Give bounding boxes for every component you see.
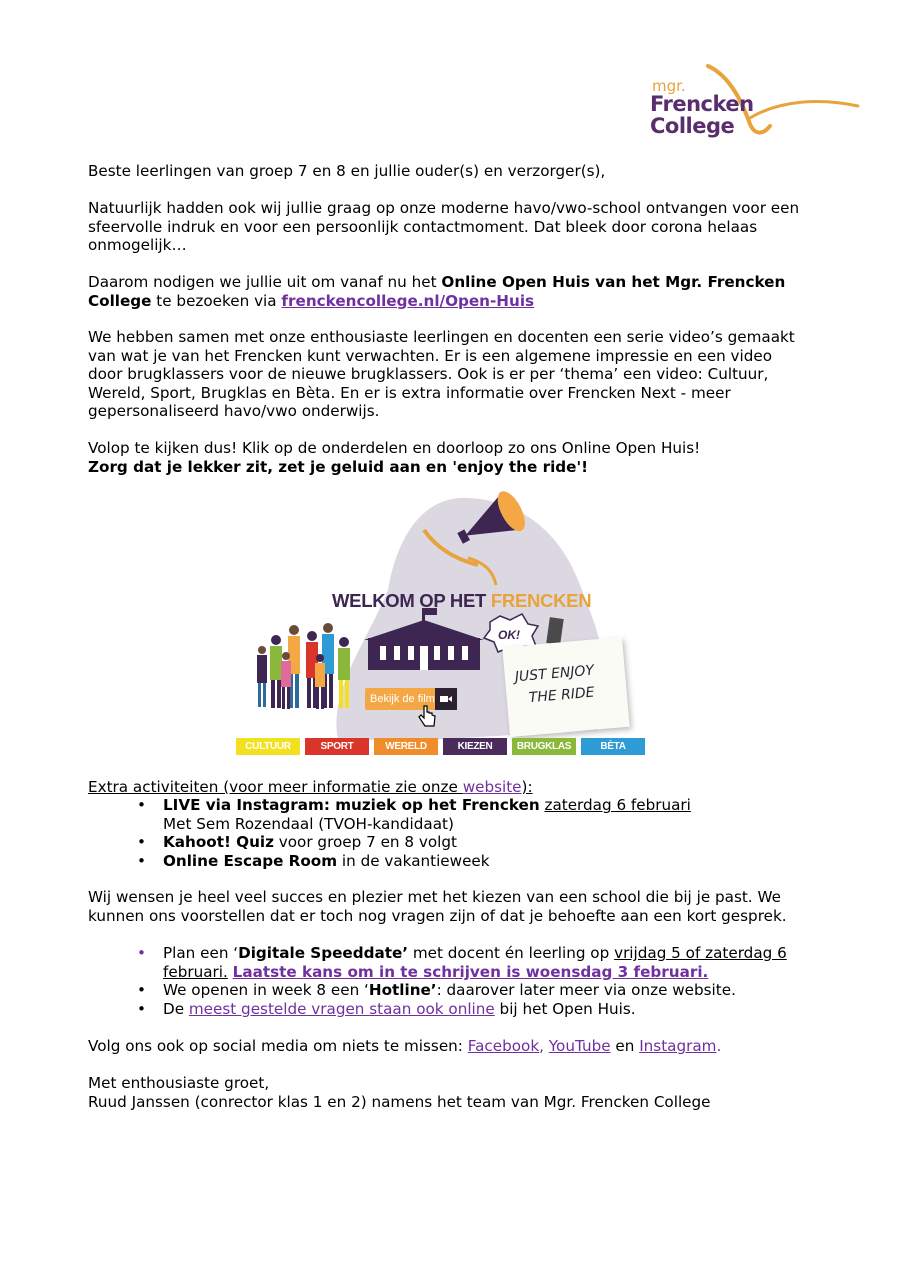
contact-options-list: [88, 944, 808, 1018]
list-item: [88, 796, 808, 833]
watch-film-label: Bekijk de film: [370, 693, 435, 705]
enjoy-line-2: Zorg dat je lekker zit, zet je geluid aan en 'enjoy the ride'!: [88, 457, 589, 476]
social-dot: .: [716, 1037, 722, 1055]
extra-heading-end: ):: [521, 778, 533, 796]
note-line-1: JUST ENJOY: [514, 662, 595, 686]
list-item: [88, 944, 808, 981]
category-bar: [236, 738, 648, 755]
logo-line-2: College: [650, 114, 735, 138]
logo-line-1: Frencken: [650, 92, 754, 116]
invite-bold: Online Open Huis van het Mgr. Frencken College: [88, 273, 786, 310]
facebook-link[interactable]: Facebook: [467, 1037, 540, 1055]
social-text: Volg ons ook op social media om niets te missen:: [88, 1037, 468, 1055]
faq-link[interactable]: meest gestelde vragen staan ook online: [188, 999, 495, 1018]
item-line-2: Met Sem Rozendaal (TVOH-kandidaat): [163, 814, 454, 833]
open-huis-link[interactable]: frenckencollege.nl/Open-Huis: [281, 291, 535, 310]
greeting: Beste leerlingen van groep 7 en 8 en jullie ouder(s) en verzorger(s),: [88, 162, 606, 180]
website-link[interactable]: website: [462, 778, 522, 796]
category-wereld[interactable]: WERELD: [374, 738, 438, 755]
banner-title-b: FRENCKEN: [490, 590, 592, 611]
wishes-paragraph: Wij wensen je heel veel succes en plezier met het kiezen van een school die bij je past. We kunnen ons voorstellen dat er toch nog vragen zijn of dat je behoefte aan een kort gesprek.: [88, 888, 787, 925]
item-date: zaterdag 6 februari: [544, 796, 691, 814]
bullet-icon: •: [137, 851, 146, 870]
category-bèta[interactable]: BÈTA: [581, 738, 645, 755]
category-brugklas[interactable]: BRUGKLAS: [512, 738, 576, 755]
bullet-icon: •: [137, 796, 146, 814]
closing-paragraph: [88, 1074, 808, 1111]
enjoy-line-1: Volop te kijken dus! Klik op de onderdelen en doorloop zo ons Online Open Huis!: [88, 439, 701, 457]
category-cultuur[interactable]: CULTUUR: [236, 738, 300, 755]
youtube-link[interactable]: YouTube: [548, 1037, 611, 1055]
bullet-icon: •: [137, 999, 146, 1018]
school-logo: [650, 62, 865, 142]
invite-text-2: te bezoeken via: [151, 291, 282, 310]
social-and: en: [610, 1037, 640, 1055]
item-bold: Kahoot! Quiz: [163, 833, 274, 852]
category-kiezen[interactable]: KIEZEN: [443, 738, 507, 755]
hand-cursor-icon: [418, 704, 438, 730]
videos-paragraph: We hebben samen met onze enthousiaste leerlingen en docenten een serie video’s gemaakt van wat je van het Frencken kunt verwachten. Er is een algemene impressie en een video door brugklassers voor de nieuwe brugklassers. Ook is er per ‘thema’ een video: Cultuur, Wereld, Sport, Brugklas en Bèta. En er is extra informatie over Frencken Next - meer gepersonaliseerd havo/vwo onderwijs.: [88, 328, 795, 421]
watch-film-button[interactable]: [365, 688, 457, 710]
list-item: [88, 833, 808, 852]
instagram-link[interactable]: Instagram: [639, 1037, 717, 1055]
speeddate-signup-link[interactable]: Laatste kans om in te schrijven is woensdag 3 februari.: [232, 962, 709, 981]
list-item: [88, 1000, 808, 1019]
signature-line: Ruud Janssen (conrector klas 1 en 2) namens het team van Mgr. Frencken College: [88, 1092, 711, 1111]
option-text-2: bij het Open Huis.: [494, 999, 636, 1018]
bullet-icon: •: [137, 981, 146, 1000]
option-bold: Hotline’: [368, 981, 437, 1000]
item-bold: LIVE via Instagram: muziek op het Frencken: [163, 796, 540, 814]
bullet-icon: •: [137, 944, 146, 962]
social-comma: ,: [539, 1037, 549, 1055]
option-text-2: : daarover later meer via onze website.: [436, 981, 736, 1000]
list-item: [88, 852, 808, 871]
welcome-banner[interactable]: [228, 490, 658, 760]
list-item: [88, 981, 808, 1000]
invite-paragraph: [88, 273, 808, 310]
item-text: voor groep 7 en 8 volgt: [273, 833, 457, 852]
invite-text: Daarom nodigen we jullie uit om vanaf nu het: [88, 273, 442, 291]
closing-line: Met enthousiaste groet,: [88, 1074, 270, 1092]
social-paragraph: [88, 1037, 808, 1056]
option-bold: Digitale Speeddate’: [238, 944, 409, 962]
banner-ok: OK!: [498, 628, 520, 642]
extra-activities-list: [88, 796, 808, 870]
banner-title-a: WELKOM OP HET: [332, 590, 491, 611]
logo-small-text: mgr.: [652, 77, 686, 95]
item-bold: Online Escape Room: [163, 851, 338, 870]
item-text: in de vakantieweek: [337, 851, 490, 870]
option-text: We openen in week 8 een ‘: [163, 981, 369, 1000]
intro-paragraph: Natuurlijk hadden ook wij jullie graag op onze moderne havo/vwo-school ontvangen voor een sfeervolle indruk en voor een persoonlijk contactmoment. Dat bleek door corona helaas onmogelijk…: [88, 199, 800, 255]
extra-heading-text: Extra activiteiten (voor meer informatie zie onze: [88, 778, 463, 796]
bullet-icon: •: [137, 833, 146, 852]
category-sport[interactable]: SPORT: [305, 738, 369, 755]
option-dates: vrijdag 5 of zaterdag 6 februari.: [163, 944, 787, 981]
extra-heading: [88, 778, 808, 797]
note-line-2: THE RIDE: [528, 684, 596, 707]
enjoy-paragraph: [88, 439, 808, 476]
enjoy-note: [502, 637, 629, 737]
banner-title: [332, 592, 591, 611]
option-text: Plan een ‘: [163, 944, 239, 962]
option-text-2: met docent én leerling op: [408, 944, 615, 962]
video-camera-icon: [435, 688, 457, 710]
option-text: De: [163, 999, 189, 1018]
